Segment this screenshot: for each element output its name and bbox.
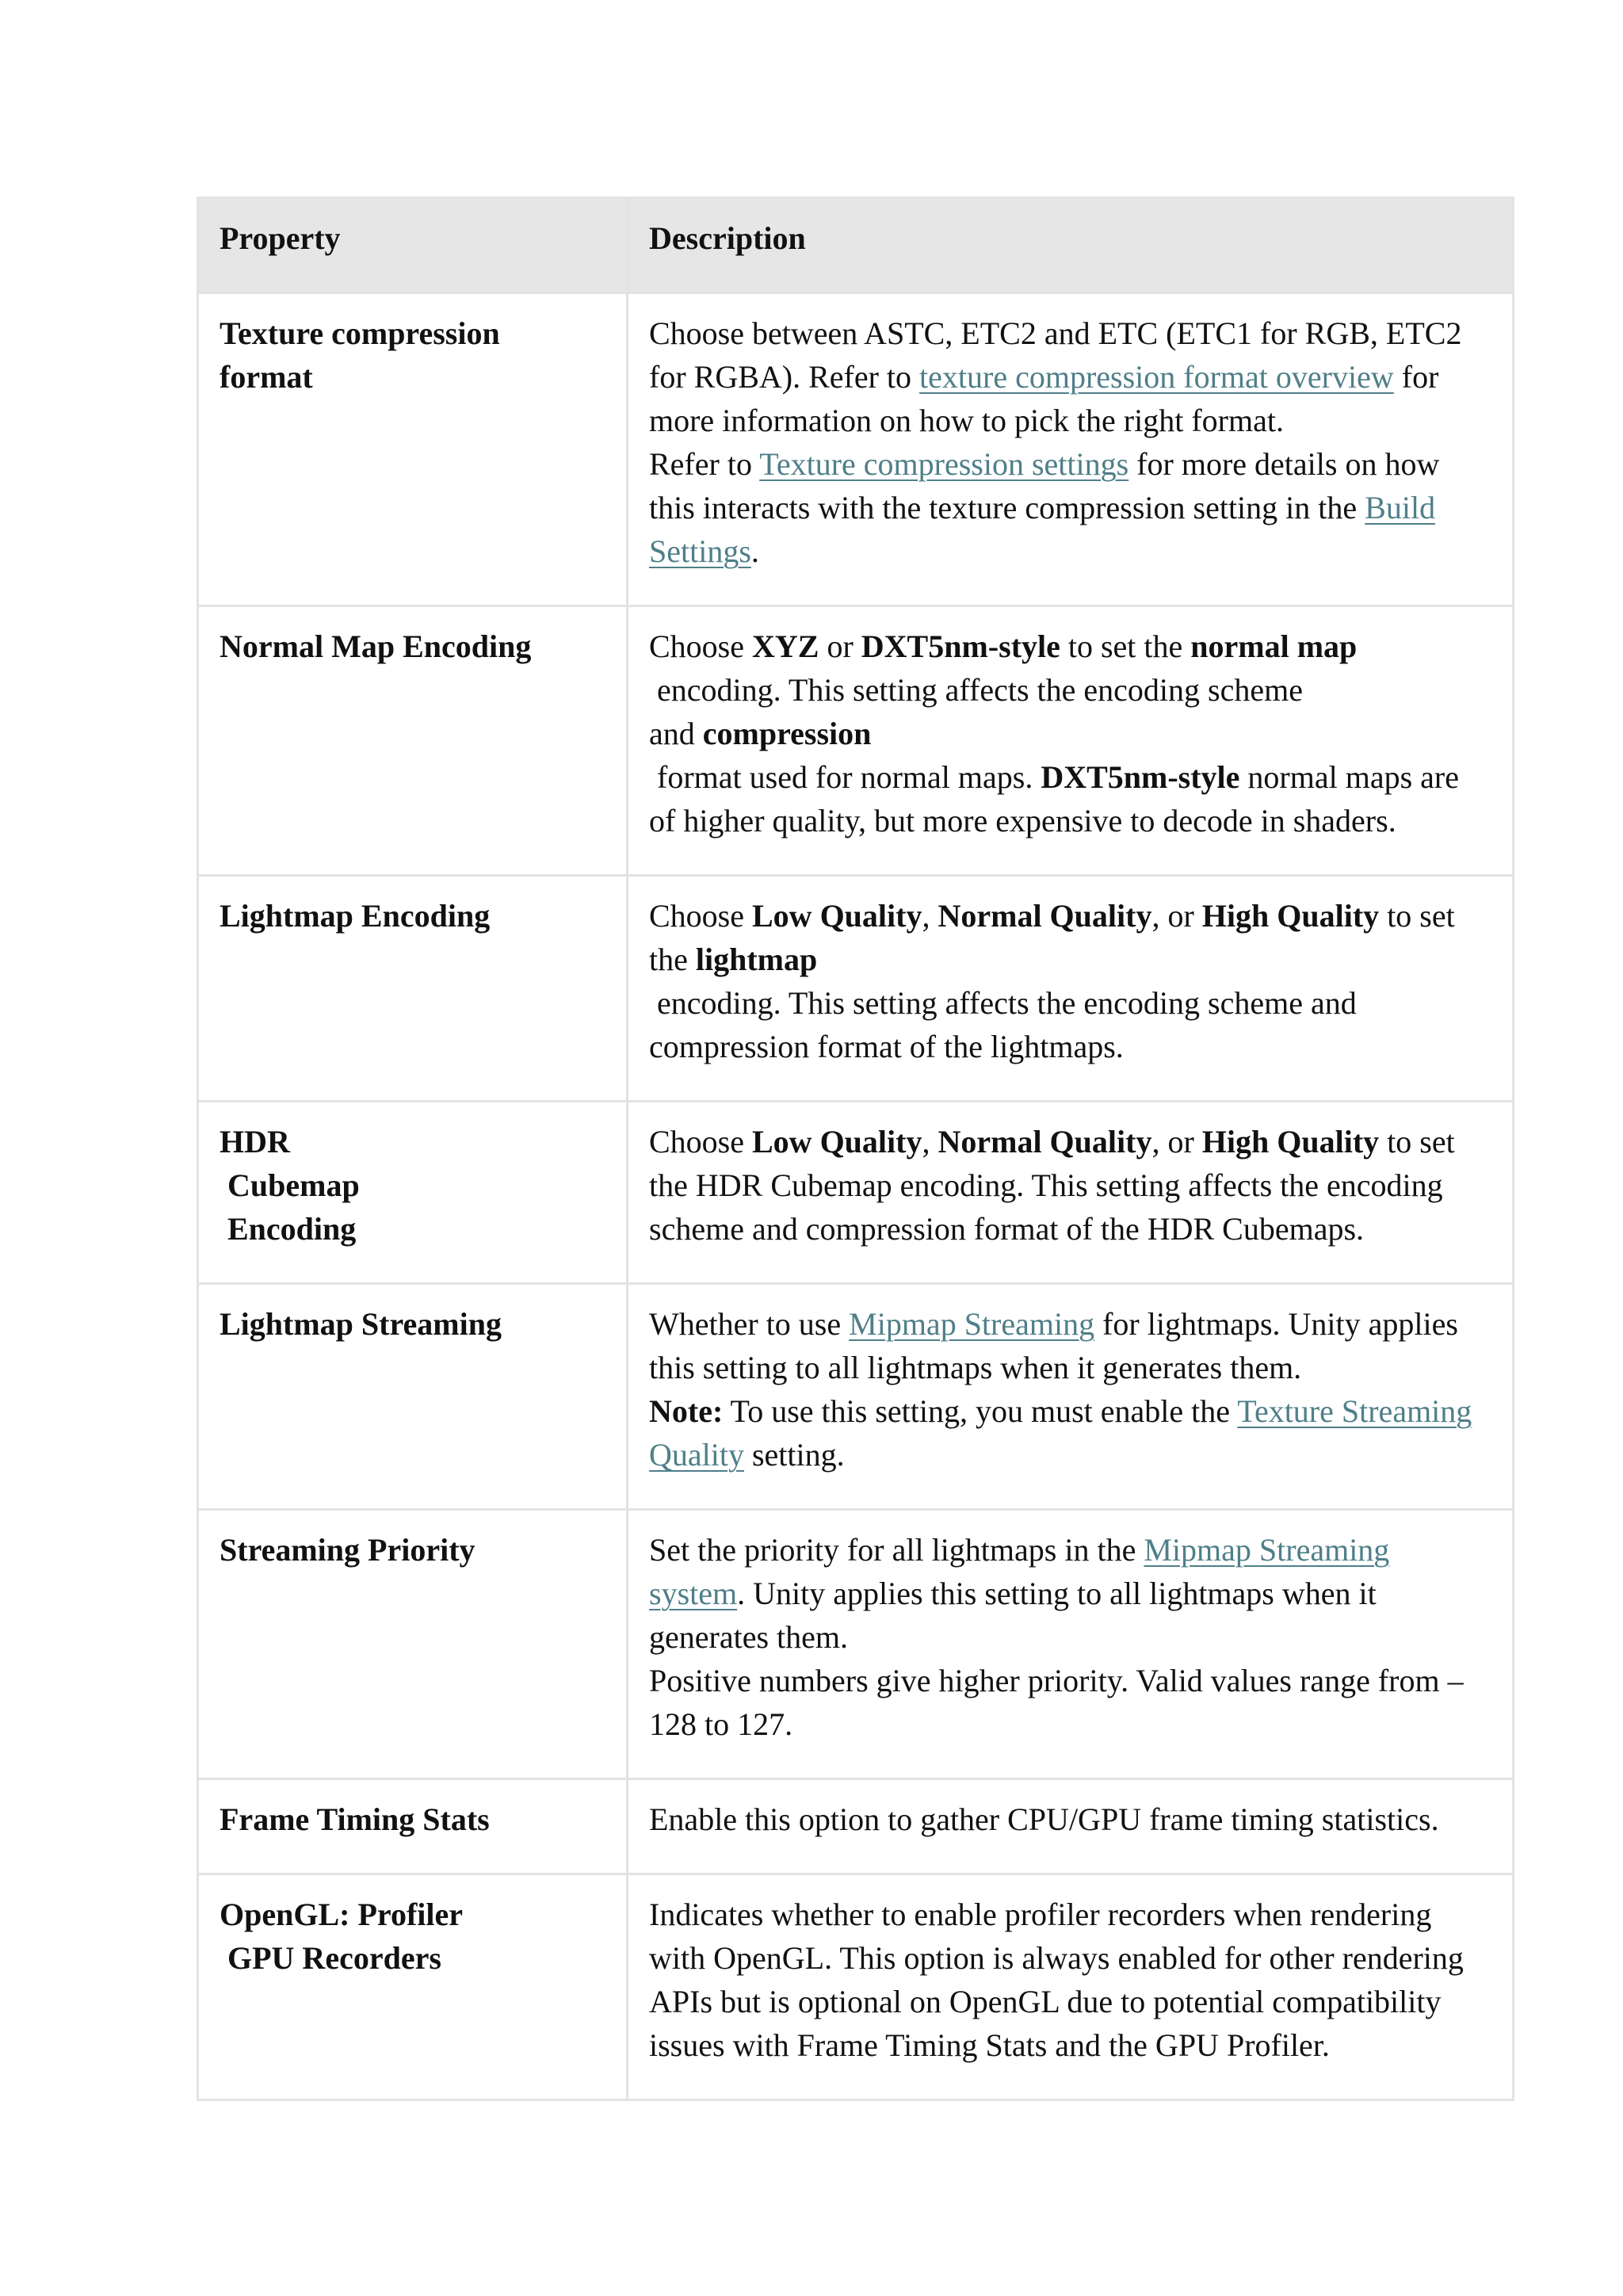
description-paragraph	[649, 1528, 1493, 1659]
table-row	[198, 1779, 1514, 1874]
description-text: To use this setting, you must enable the	[723, 1393, 1238, 1429]
bold-term: High Quality	[1201, 898, 1380, 934]
description-paragraph	[649, 311, 1493, 442]
description-text: Choose	[649, 628, 752, 664]
bold-term: Normal Quality	[938, 1124, 1152, 1159]
description-text: Enable this option to gather CPU/GPU frame timing statistics.	[649, 1801, 1439, 1837]
description-text: Indicates whether to enable profiler recorders when rendering with OpenGL. This option is always enabled for other rendering APIs but is optional on OpenGL due to potential compatibility issues with Frame Timing Stats and the GPU Profiler.	[649, 1897, 1464, 2063]
property-name-line: Cubemap	[227, 1167, 360, 1203]
property-name-line: Encoding	[227, 1211, 357, 1247]
description-text: encoding. This setting affects the encoding scheme	[649, 672, 1303, 708]
description-text: encoding. This setting affects the encoding scheme and compression format of the lightmaps.	[649, 985, 1357, 1064]
description-text: . Unity applies this setting to all lightmaps when it generates them.	[649, 1576, 1377, 1655]
description-text: Choose	[649, 898, 752, 934]
bold-term: normal map	[1190, 628, 1358, 664]
table-row	[198, 1510, 1514, 1779]
table-row	[198, 1874, 1514, 2100]
description-cell	[628, 1510, 1514, 1779]
description-paragraph	[649, 1302, 1493, 1389]
bold-term: Note:	[649, 1393, 724, 1429]
description-cell	[628, 1284, 1514, 1510]
description-paragraph	[649, 894, 1493, 981]
description-paragraph	[649, 1893, 1493, 2067]
bold-term: compression	[702, 716, 872, 751]
description-text: , or	[1151, 898, 1202, 934]
description-paragraph	[649, 442, 1493, 573]
property-name-line: Streaming Priority	[220, 1532, 475, 1568]
property-cell	[198, 876, 628, 1102]
bold-term: DXT5nm-style	[1041, 759, 1240, 795]
header-row	[198, 198, 1514, 293]
description-paragraph	[649, 625, 1493, 668]
description-text: to set the HDR Cubemap encoding. This setting affects the encoding scheme and compression format of the HDR Cubemaps.	[649, 1124, 1455, 1247]
description-paragraph	[649, 755, 1493, 842]
description-text: Choose between ASTC, ETC2 and ETC (ETC1 for RGB, ETC2 for RGBA). Refer to	[649, 315, 1462, 395]
description-text: or	[819, 628, 861, 664]
description-text: Choose	[649, 1124, 752, 1159]
doc-link[interactable]: texture compression format overview	[919, 359, 1394, 395]
property-cell	[198, 606, 628, 876]
property-name-line: Lightmap Encoding	[220, 898, 491, 934]
description-text: .	[750, 533, 759, 569]
table-row	[198, 876, 1514, 1102]
doc-link[interactable]: Mipmap Streaming system	[649, 1532, 1390, 1611]
description-paragraph	[649, 668, 1493, 712]
property-name-line: HDR	[220, 1124, 290, 1159]
description-cell	[628, 293, 1514, 606]
property-cell	[198, 1102, 628, 1284]
table-row	[198, 1284, 1514, 1510]
table-row	[198, 293, 1514, 606]
property-cell	[198, 1779, 628, 1874]
property-name-line: Frame Timing Stats	[220, 1801, 490, 1837]
bold-term: XYZ	[752, 628, 819, 664]
description-text: ,	[922, 1124, 938, 1159]
description-text: format used for normal maps.	[649, 759, 1041, 795]
property-name-line: format	[220, 359, 313, 395]
property-name-line: GPU Recorders	[227, 1940, 441, 1976]
description-paragraph	[649, 1797, 1493, 1841]
description-cell	[628, 876, 1514, 1102]
description-paragraph	[649, 981, 1493, 1068]
property-cell	[198, 1510, 628, 1779]
description-paragraph	[649, 1389, 1493, 1477]
description-paragraph	[649, 712, 1493, 755]
bold-term: High Quality	[1201, 1124, 1380, 1159]
property-name-line: Normal Map Encoding	[220, 628, 532, 664]
property-name-line: Lightmap Streaming	[220, 1306, 502, 1342]
property-cell	[198, 1874, 628, 2100]
header-property: Property	[198, 198, 628, 293]
description-text: for more details on how this interacts with the texture compression setting in the	[649, 446, 1440, 525]
description-text: Whether to use	[649, 1306, 850, 1342]
description-text: setting.	[743, 1437, 845, 1473]
description-text: Positive numbers give higher priority. Valid values range from –128 to 127.	[649, 1663, 1464, 1742]
description-text: Refer to	[649, 446, 760, 482]
property-name-line: OpenGL: Profiler	[220, 1897, 463, 1932]
table-header	[198, 198, 1514, 293]
description-text: to set the	[649, 898, 1455, 977]
description-text: for more information on how to pick the right format.	[649, 359, 1439, 438]
description-paragraph	[649, 1659, 1493, 1746]
doc-link[interactable]: Texture Streaming Quality	[649, 1393, 1472, 1473]
bold-term: Low Quality	[752, 1124, 922, 1159]
description-text: ,	[922, 898, 938, 934]
properties-table	[197, 197, 1514, 2101]
bold-term: Low Quality	[752, 898, 922, 934]
description-text: normal maps are of higher quality, but more expensive to decode in shaders.	[649, 759, 1459, 839]
doc-link[interactable]: Mipmap Streaming	[849, 1306, 1095, 1342]
description-paragraph	[649, 1120, 1493, 1251]
bold-term: DXT5nm-style	[861, 628, 1060, 664]
property-name-line: Texture compression	[220, 315, 500, 351]
description-cell	[628, 1102, 1514, 1284]
header-description: Description	[628, 198, 1514, 293]
description-text: for lightmaps. Unity applies this setting to all lightmaps when it generates them.	[649, 1306, 1458, 1385]
property-cell	[198, 293, 628, 606]
doc-link[interactable]: Texture compression settings	[759, 446, 1129, 482]
table-body	[198, 293, 1514, 2100]
property-cell	[198, 1284, 628, 1510]
table-row	[198, 606, 1514, 876]
doc-link[interactable]: Build Settings	[649, 490, 1436, 569]
description-text: and	[649, 716, 703, 751]
description-text: Set the priority for all lightmaps in the	[649, 1532, 1144, 1568]
description-cell	[628, 1874, 1514, 2100]
bold-term: lightmap	[695, 942, 818, 977]
description-cell	[628, 606, 1514, 876]
bold-term: Normal Quality	[938, 898, 1152, 934]
table-row	[198, 1102, 1514, 1284]
description-cell	[628, 1779, 1514, 1874]
description-text: , or	[1151, 1124, 1202, 1159]
description-text: to set the	[1060, 628, 1191, 664]
